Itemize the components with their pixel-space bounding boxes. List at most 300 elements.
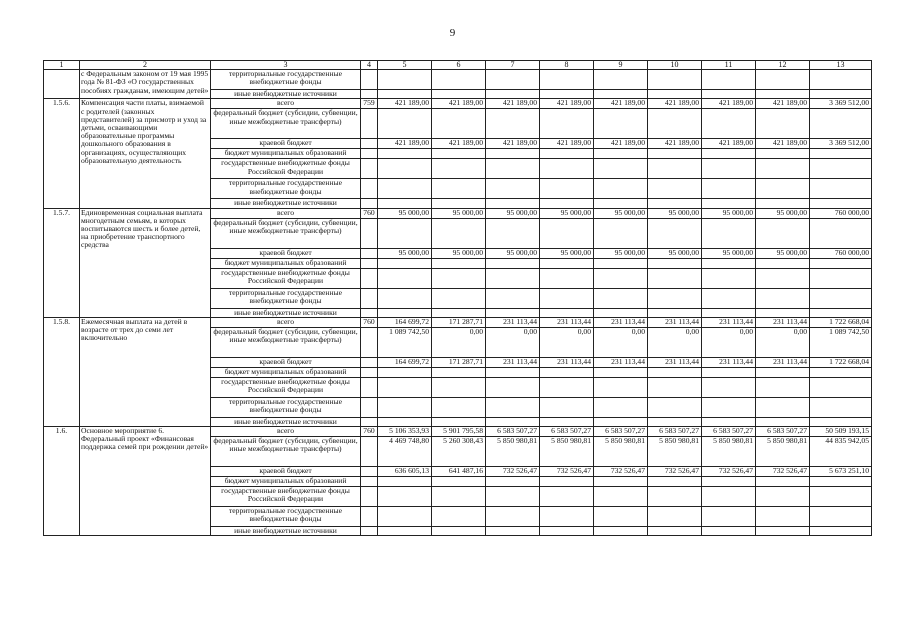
col-header: 9 — [594, 61, 648, 70]
source-label: бюджет муниципальных образований — [211, 477, 361, 487]
value-cell: 231 113,44 — [594, 317, 648, 327]
value-cell — [648, 149, 702, 159]
table-row — [44, 427, 872, 437]
value-cell — [648, 199, 702, 208]
col-header: 4 — [361, 61, 378, 70]
source-label: территориальные государственные внебюджетные фонды — [211, 507, 361, 527]
col-header: 10 — [648, 61, 702, 70]
value-cell: 95 000,00 — [540, 248, 594, 258]
value-cell — [378, 288, 432, 308]
value-cell: 95 000,00 — [540, 208, 594, 218]
value-cell — [756, 397, 810, 417]
value-cell: 732 526,47 — [486, 467, 540, 477]
value-cell — [648, 527, 702, 536]
value-cell — [486, 477, 540, 487]
source-label: федеральный бюджет (субсидии, субвенции, иные межбюджетные трансферты) — [211, 109, 361, 139]
value-cell — [594, 417, 648, 426]
source-label: бюджет муниципальных образований — [211, 258, 361, 268]
value-cell — [378, 397, 432, 417]
value-cell — [756, 179, 810, 199]
col4-cell — [361, 367, 378, 377]
value-cell: 231 113,44 — [756, 357, 810, 367]
value-cell — [486, 159, 540, 179]
value-cell — [648, 258, 702, 268]
value-cell — [702, 487, 756, 507]
value-cell: 421 189,00 — [648, 139, 702, 149]
col-header: 7 — [486, 61, 540, 70]
source-label: иные внебюджетные источники — [211, 308, 361, 317]
value-cell — [594, 258, 648, 268]
value-cell: 231 113,44 — [756, 317, 810, 327]
value-cell: 5 106 353,93 — [378, 427, 432, 437]
value-cell — [594, 109, 648, 139]
value-cell: 5 901 795,58 — [432, 427, 486, 437]
source-label: федеральный бюджет (субсидии, субвенции, иные межбюджетные трансферты) — [211, 437, 361, 467]
value-cell — [540, 367, 594, 377]
value-cell: 421 189,00 — [594, 139, 648, 149]
value-cell — [594, 218, 648, 248]
value-cell — [756, 288, 810, 308]
value-cell — [432, 109, 486, 139]
col-header: 3 — [211, 61, 361, 70]
value-cell — [594, 268, 648, 288]
value-cell — [540, 90, 594, 99]
value-cell — [648, 179, 702, 199]
value-cell — [756, 149, 810, 159]
value-cell — [648, 397, 702, 417]
value-cell — [378, 159, 432, 179]
value-cell: 95 000,00 — [486, 248, 540, 258]
col4-cell — [361, 90, 378, 99]
value-cell — [810, 149, 872, 159]
value-cell — [648, 159, 702, 179]
value-cell — [756, 367, 810, 377]
col4-cell — [361, 507, 378, 527]
value-cell: 0,00 — [648, 327, 702, 357]
col-header: 6 — [432, 61, 486, 70]
value-cell: 5 850 980,81 — [594, 437, 648, 467]
header-row — [44, 61, 872, 70]
value-cell — [432, 507, 486, 527]
value-cell — [702, 149, 756, 159]
value-cell — [810, 268, 872, 288]
value-cell — [756, 417, 810, 426]
value-cell — [540, 70, 594, 90]
value-cell: 231 113,44 — [540, 357, 594, 367]
value-cell — [378, 149, 432, 159]
value-cell: 421 189,00 — [378, 99, 432, 109]
value-cell: 421 189,00 — [702, 139, 756, 149]
value-cell: 732 526,47 — [648, 467, 702, 477]
value-cell — [702, 507, 756, 527]
value-cell: 164 699,72 — [378, 357, 432, 367]
value-cell: 95 000,00 — [432, 248, 486, 258]
value-cell — [540, 149, 594, 159]
value-cell: 0,00 — [540, 327, 594, 357]
value-cell: 3 369 512,00 — [810, 99, 872, 109]
value-cell — [378, 367, 432, 377]
source-label: всего — [211, 317, 361, 327]
value-cell — [378, 507, 432, 527]
source-label: территориальные государственные внебюджетные фонды — [211, 288, 361, 308]
value-cell — [702, 109, 756, 139]
value-cell: 95 000,00 — [594, 248, 648, 258]
value-cell — [432, 268, 486, 288]
value-cell: 171 287,71 — [432, 317, 486, 327]
value-cell — [486, 90, 540, 99]
value-cell — [648, 218, 702, 248]
col4-cell — [361, 149, 378, 159]
value-cell — [648, 377, 702, 397]
value-cell — [486, 149, 540, 159]
value-cell — [810, 308, 872, 317]
col-header: 2 — [80, 61, 211, 70]
row-code: 1.6. — [44, 427, 80, 536]
value-cell: 6 583 507,27 — [702, 427, 756, 437]
col-header: 11 — [702, 61, 756, 70]
row-description: Компенсация части платы, взимаемой с родителей (законных представителей) за присмотр и уход за детьми, осваивающими образовательные программы дошкольного образования в организациях, осуществляющих образовательную деятельность — [80, 99, 211, 208]
value-cell — [756, 487, 810, 507]
source-label: краевой бюджет — [211, 248, 361, 258]
col4-cell — [361, 527, 378, 536]
value-cell — [702, 367, 756, 377]
value-cell — [648, 477, 702, 487]
value-cell — [810, 70, 872, 90]
value-cell: 1 722 668,04 — [810, 357, 872, 367]
row-code: 1.5.8. — [44, 317, 80, 426]
value-cell — [486, 268, 540, 288]
source-label: всего — [211, 99, 361, 109]
row-description: с Федеральным законом от 19 мая 1995 года № 81-ФЗ «О государственных пособиях гражданам, имеющим детей» — [80, 70, 211, 99]
value-cell — [432, 258, 486, 268]
col4-cell: 760 — [361, 208, 378, 218]
value-cell — [378, 308, 432, 317]
value-cell — [648, 288, 702, 308]
value-cell — [432, 70, 486, 90]
value-cell — [702, 377, 756, 397]
row-description: Основное мероприятие 6. Федеральный проект «Финансовая поддержка семей при рождении детей» — [80, 427, 211, 536]
value-cell: 421 189,00 — [540, 99, 594, 109]
value-cell — [594, 149, 648, 159]
value-cell — [594, 487, 648, 507]
value-cell: 231 113,44 — [702, 357, 756, 367]
value-cell — [378, 90, 432, 99]
value-cell — [378, 179, 432, 199]
value-cell: 95 000,00 — [486, 208, 540, 218]
value-cell — [540, 507, 594, 527]
value-cell — [432, 218, 486, 248]
value-cell — [486, 377, 540, 397]
row-description: Единовременная социальная выплата многодетным семьям, в которых воспитываются шесть и более детей, на приобретение транспортного средства — [80, 208, 211, 317]
value-cell — [702, 159, 756, 179]
col4-cell: 760 — [361, 427, 378, 437]
value-cell: 95 000,00 — [702, 208, 756, 218]
value-cell — [810, 417, 872, 426]
value-cell — [648, 308, 702, 317]
value-cell — [756, 199, 810, 208]
value-cell — [486, 367, 540, 377]
col4-cell: 760 — [361, 317, 378, 327]
value-cell: 421 189,00 — [756, 99, 810, 109]
value-cell — [540, 487, 594, 507]
value-cell — [594, 179, 648, 199]
value-cell — [702, 288, 756, 308]
value-cell — [486, 308, 540, 317]
value-cell — [594, 527, 648, 536]
value-cell: 95 000,00 — [756, 208, 810, 218]
value-cell — [594, 199, 648, 208]
value-cell — [756, 308, 810, 317]
value-cell — [378, 417, 432, 426]
value-cell — [432, 179, 486, 199]
value-cell — [594, 507, 648, 527]
value-cell: 0,00 — [486, 327, 540, 357]
value-cell: 6 583 507,27 — [648, 427, 702, 437]
source-label: государственные внебюджетные фонды Российской Федерации — [211, 268, 361, 288]
value-cell — [810, 288, 872, 308]
col4-cell — [361, 288, 378, 308]
value-cell — [486, 199, 540, 208]
value-cell — [756, 258, 810, 268]
col-header: 5 — [378, 61, 432, 70]
value-cell: 95 000,00 — [594, 208, 648, 218]
value-cell — [432, 487, 486, 507]
table-row — [44, 70, 872, 90]
value-cell — [378, 218, 432, 248]
value-cell — [432, 308, 486, 317]
source-label: государственные внебюджетные фонды Российской Федерации — [211, 377, 361, 397]
value-cell: 5 850 980,81 — [648, 437, 702, 467]
value-cell — [756, 159, 810, 179]
value-cell — [756, 527, 810, 536]
value-cell: 5 850 980,81 — [486, 437, 540, 467]
value-cell: 5 850 980,81 — [702, 437, 756, 467]
col4-cell — [361, 109, 378, 139]
value-cell: 0,00 — [432, 327, 486, 357]
value-cell — [702, 308, 756, 317]
col4-cell — [361, 179, 378, 199]
value-cell: 421 189,00 — [756, 139, 810, 149]
value-cell: 636 605,13 — [378, 467, 432, 477]
row-code — [44, 70, 80, 99]
value-cell: 171 287,71 — [432, 357, 486, 367]
table-row — [44, 99, 872, 109]
value-cell — [432, 149, 486, 159]
value-cell: 421 189,00 — [486, 99, 540, 109]
value-cell — [540, 477, 594, 487]
value-cell — [702, 268, 756, 288]
value-cell — [756, 377, 810, 397]
value-cell — [378, 109, 432, 139]
col4-cell — [361, 487, 378, 507]
value-cell: 6 583 507,27 — [756, 427, 810, 437]
value-cell — [648, 268, 702, 288]
value-cell — [486, 70, 540, 90]
value-cell — [486, 218, 540, 248]
value-cell: 421 189,00 — [432, 99, 486, 109]
source-label: бюджет муниципальных образований — [211, 149, 361, 159]
col4-cell — [361, 357, 378, 367]
value-cell: 231 113,44 — [594, 357, 648, 367]
source-label: территориальные государственные внебюджетные фонды — [211, 70, 361, 90]
value-cell: 0,00 — [756, 327, 810, 357]
value-cell — [378, 258, 432, 268]
value-cell — [648, 487, 702, 507]
value-cell — [540, 179, 594, 199]
col4-cell — [361, 397, 378, 417]
value-cell — [594, 308, 648, 317]
col4-cell — [361, 327, 378, 357]
value-cell: 95 000,00 — [702, 248, 756, 258]
value-cell — [486, 258, 540, 268]
value-cell — [756, 477, 810, 487]
value-cell: 760 000,00 — [810, 248, 872, 258]
value-cell: 5 673 251,10 — [810, 467, 872, 477]
table-body — [44, 61, 872, 536]
value-cell: 5 850 980,81 — [756, 437, 810, 467]
value-cell — [648, 417, 702, 426]
source-label: иные внебюджетные источники — [211, 90, 361, 99]
value-cell — [702, 90, 756, 99]
value-cell — [486, 527, 540, 536]
value-cell — [486, 288, 540, 308]
value-cell — [540, 109, 594, 139]
value-cell — [378, 527, 432, 536]
value-cell — [540, 159, 594, 179]
value-cell: 1 089 742,50 — [810, 327, 872, 357]
value-cell — [594, 70, 648, 90]
col4-cell — [361, 199, 378, 208]
col4-cell — [361, 218, 378, 248]
value-cell — [810, 397, 872, 417]
value-cell: 5 850 980,81 — [540, 437, 594, 467]
budget-table — [43, 60, 872, 536]
value-cell — [540, 377, 594, 397]
value-cell — [810, 90, 872, 99]
value-cell — [486, 487, 540, 507]
value-cell: 95 000,00 — [432, 208, 486, 218]
value-cell — [594, 377, 648, 397]
value-cell: 6 583 507,27 — [486, 427, 540, 437]
value-cell — [432, 90, 486, 99]
value-cell: 231 113,44 — [648, 317, 702, 327]
value-cell — [702, 179, 756, 199]
value-cell: 231 113,44 — [540, 317, 594, 327]
value-cell — [432, 477, 486, 487]
value-cell: 732 526,47 — [756, 467, 810, 477]
value-cell: 5 260 308,43 — [432, 437, 486, 467]
value-cell — [648, 90, 702, 99]
col4-cell — [361, 70, 378, 90]
value-cell — [594, 367, 648, 377]
table-row — [44, 208, 872, 218]
source-label: федеральный бюджет (субсидии, субвенции, иные межбюджетные трансферты) — [211, 327, 361, 357]
source-label: всего — [211, 427, 361, 437]
value-cell — [810, 367, 872, 377]
value-cell — [540, 199, 594, 208]
source-label: иные внебюджетные источники — [211, 527, 361, 536]
value-cell: 1 722 668,04 — [810, 317, 872, 327]
value-cell: 421 189,00 — [540, 139, 594, 149]
value-cell — [810, 109, 872, 139]
value-cell: 231 113,44 — [486, 357, 540, 367]
table-row — [44, 317, 872, 327]
value-cell — [432, 527, 486, 536]
col-header: 12 — [756, 61, 810, 70]
source-label: краевой бюджет — [211, 467, 361, 477]
value-cell — [702, 218, 756, 248]
value-cell: 641 487,16 — [432, 467, 486, 477]
value-cell — [486, 109, 540, 139]
col4-cell — [361, 248, 378, 258]
value-cell — [702, 527, 756, 536]
value-cell: 4 469 748,80 — [378, 437, 432, 467]
value-cell: 732 526,47 — [702, 467, 756, 477]
value-cell — [810, 377, 872, 397]
row-description: Ежемесячная выплата на детей в возрасте от трех до семи лет включительно — [80, 317, 211, 426]
value-cell — [432, 417, 486, 426]
value-cell — [810, 218, 872, 248]
source-label: федеральный бюджет (субсидии, субвенции, иные межбюджетные трансферты) — [211, 218, 361, 248]
value-cell: 164 699,72 — [378, 317, 432, 327]
value-cell — [648, 507, 702, 527]
value-cell — [540, 397, 594, 417]
value-cell: 6 583 507,27 — [594, 427, 648, 437]
value-cell — [540, 258, 594, 268]
value-cell — [594, 397, 648, 417]
value-cell — [810, 487, 872, 507]
value-cell — [756, 90, 810, 99]
value-cell: 732 526,47 — [540, 467, 594, 477]
value-cell: 421 189,00 — [378, 139, 432, 149]
value-cell: 1 089 742,50 — [378, 327, 432, 357]
value-cell — [756, 109, 810, 139]
value-cell — [432, 397, 486, 417]
value-cell: 231 113,44 — [648, 357, 702, 367]
value-cell — [432, 159, 486, 179]
value-cell — [756, 70, 810, 90]
value-cell — [810, 258, 872, 268]
col4-cell — [361, 377, 378, 397]
value-cell — [702, 417, 756, 426]
value-cell: 760 000,00 — [810, 208, 872, 218]
value-cell — [648, 367, 702, 377]
col4-cell — [361, 159, 378, 179]
value-cell: 3 369 512,00 — [810, 139, 872, 149]
col4-cell — [361, 437, 378, 467]
value-cell — [378, 377, 432, 397]
value-cell: 421 189,00 — [648, 99, 702, 109]
source-label: бюджет муниципальных образований — [211, 367, 361, 377]
value-cell — [702, 397, 756, 417]
value-cell — [378, 268, 432, 288]
col4-cell — [361, 268, 378, 288]
value-cell — [432, 199, 486, 208]
value-cell — [594, 159, 648, 179]
value-cell: 0,00 — [594, 327, 648, 357]
value-cell: 95 000,00 — [378, 248, 432, 258]
col4-cell — [361, 417, 378, 426]
value-cell — [648, 109, 702, 139]
source-label: иные внебюджетные источники — [211, 417, 361, 426]
value-cell — [540, 218, 594, 248]
value-cell — [486, 397, 540, 417]
value-cell: 421 189,00 — [594, 99, 648, 109]
page-number: 9 — [449, 27, 456, 39]
value-cell — [540, 417, 594, 426]
source-label: краевой бюджет — [211, 139, 361, 149]
value-cell — [756, 268, 810, 288]
